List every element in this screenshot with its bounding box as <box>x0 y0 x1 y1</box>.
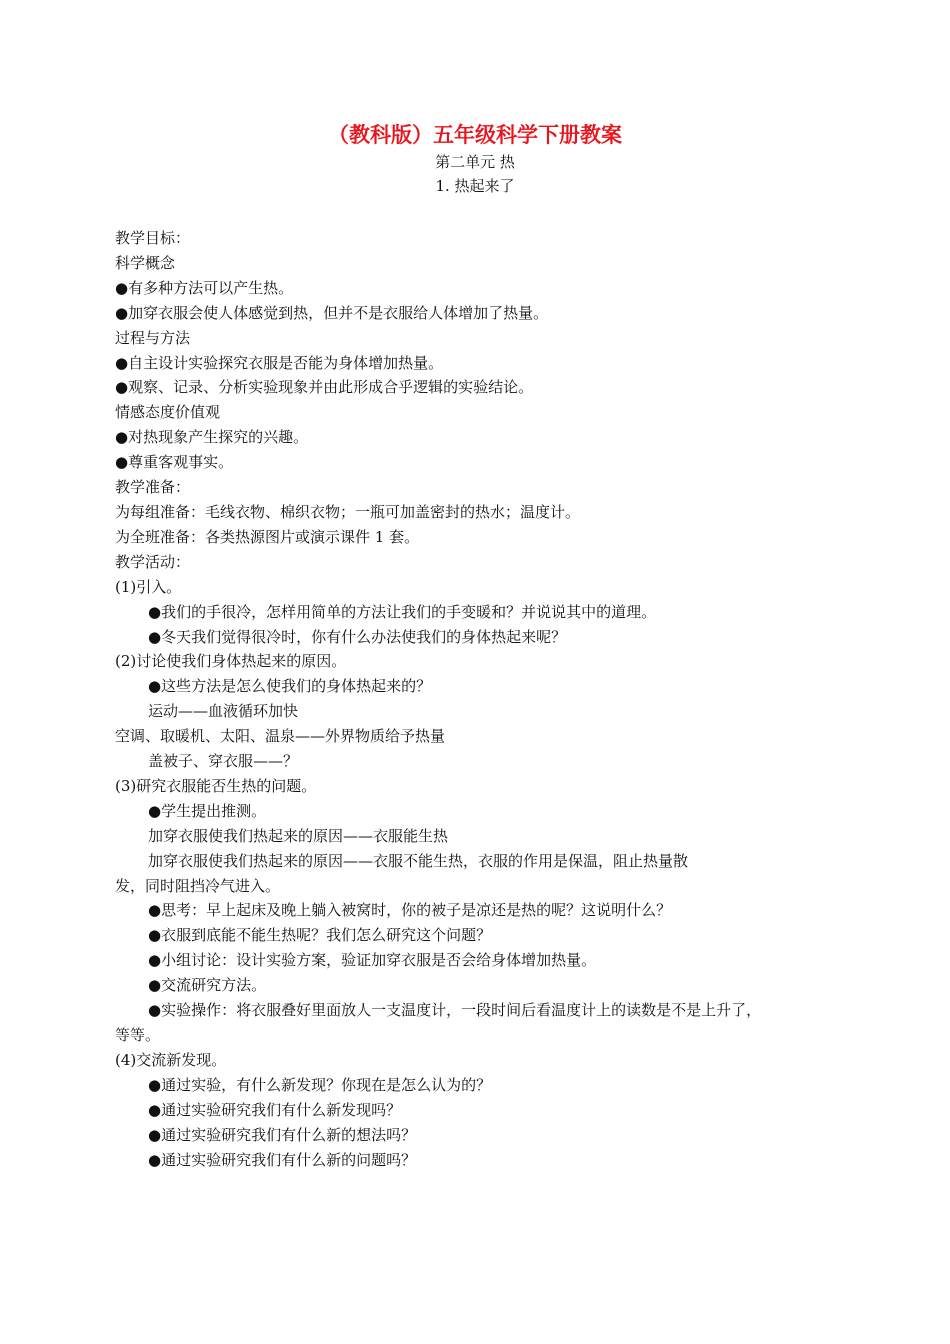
body-line: 教学活动： <box>115 552 191 571</box>
body-line: 盖被子、穿衣服——？ <box>148 752 299 771</box>
body-line: 教学准备： <box>115 478 191 497</box>
body-line: ●观察、记录、分析实验现象并由此形成合乎逻辑的实验结论。 <box>115 378 534 397</box>
body-line: ●这些方法是怎么使我们的身体热起来的？ <box>148 677 432 696</box>
body-line: ●交流研究方法。 <box>148 976 267 995</box>
body-line: ●通过实验研究我们有什么新发现吗？ <box>148 1100 402 1119</box>
lesson-heading: 1. 热起来了 <box>435 177 515 195</box>
body-line: 为每组准备：毛线衣物、棉织衣物；一瓶可加盖密封的热水；温度计。 <box>115 502 581 521</box>
body-line: ●通过实验，有什么新发现？你现在是怎么认为的？ <box>148 1075 492 1094</box>
body-line: 等等。 <box>115 1026 161 1044</box>
document-title: （教科版）五年级科学下册教案 <box>328 123 622 147</box>
body-line: ●加穿衣服会使人体感觉到热，但并不是衣服给人体增加了热量。 <box>115 303 549 322</box>
body-line: (2)讨论使我们身体热起来的原因。 <box>115 652 347 671</box>
body-line: 加穿衣服使我们热起来的原因——衣服能生热 <box>148 826 449 845</box>
body-line: ●实验操作：将衣服叠好里面放人一支温度计，一段时间后看温度计上的读数是不是上升了， <box>148 1001 762 1020</box>
unit-heading: 第二单元 热 <box>435 153 515 171</box>
body-line: 科学概念 <box>115 253 176 272</box>
body-line: 运动——血液循环加快 <box>148 702 299 721</box>
body-line: (1)引入。 <box>115 577 182 596</box>
body-line: ●通过实验研究我们有什么新的问题吗？ <box>148 1150 417 1169</box>
body-line: ●思考：早上起床及晚上躺入被窝时，你的被子是凉还是热的呢？这说明什么？ <box>148 901 672 920</box>
body-line: ●小组讨论：设计实验方案，验证加穿衣服是否会给身体增加热量。 <box>148 951 597 970</box>
body-line: 为全班准备：各类热源图片或演示课件 1 套。 <box>115 527 420 546</box>
body-line: 教学目标： <box>115 229 191 247</box>
body-line: 空调、取暖机、太阳、温泉——外界物质给予热量 <box>115 727 446 746</box>
body-line: ●冬天我们觉得很冷时，你有什么办法使我们的身体热起来呢？ <box>148 627 567 646</box>
body-line: ●尊重客观事实。 <box>115 453 234 472</box>
body-line: 情感态度价值观 <box>115 403 221 422</box>
body-line: ●通过实验研究我们有什么新的想法吗？ <box>148 1125 417 1144</box>
body-line: (4)交流新发现。 <box>115 1050 227 1069</box>
document-body <box>115 226 835 1172</box>
body-line: 加穿衣服使我们热起来的原因——衣服不能生热，衣服的作用是保温，阻止热量散 <box>148 851 689 870</box>
body-line: 发，同时阻挡冷气进入。 <box>115 876 281 895</box>
body-line: ●自主设计实验探究衣服是否能为身体增加热量。 <box>115 353 444 372</box>
body-line: ●衣服到底能不能生热呢？我们怎么研究这个问题？ <box>148 926 492 945</box>
body-line: 过程与方法 <box>115 328 191 347</box>
body-line: ●对热现象产生探究的兴趣。 <box>115 428 309 447</box>
body-line: ●学生提出推测。 <box>148 801 267 820</box>
body-line: ●我们的手很冷，怎样用简单的方法让我们的手变暖和？并说说其中的道理。 <box>148 602 657 621</box>
body-line: ●有多种方法可以产生热。 <box>115 278 294 297</box>
body-line: (3)研究衣服能否生热的问题。 <box>115 776 317 795</box>
